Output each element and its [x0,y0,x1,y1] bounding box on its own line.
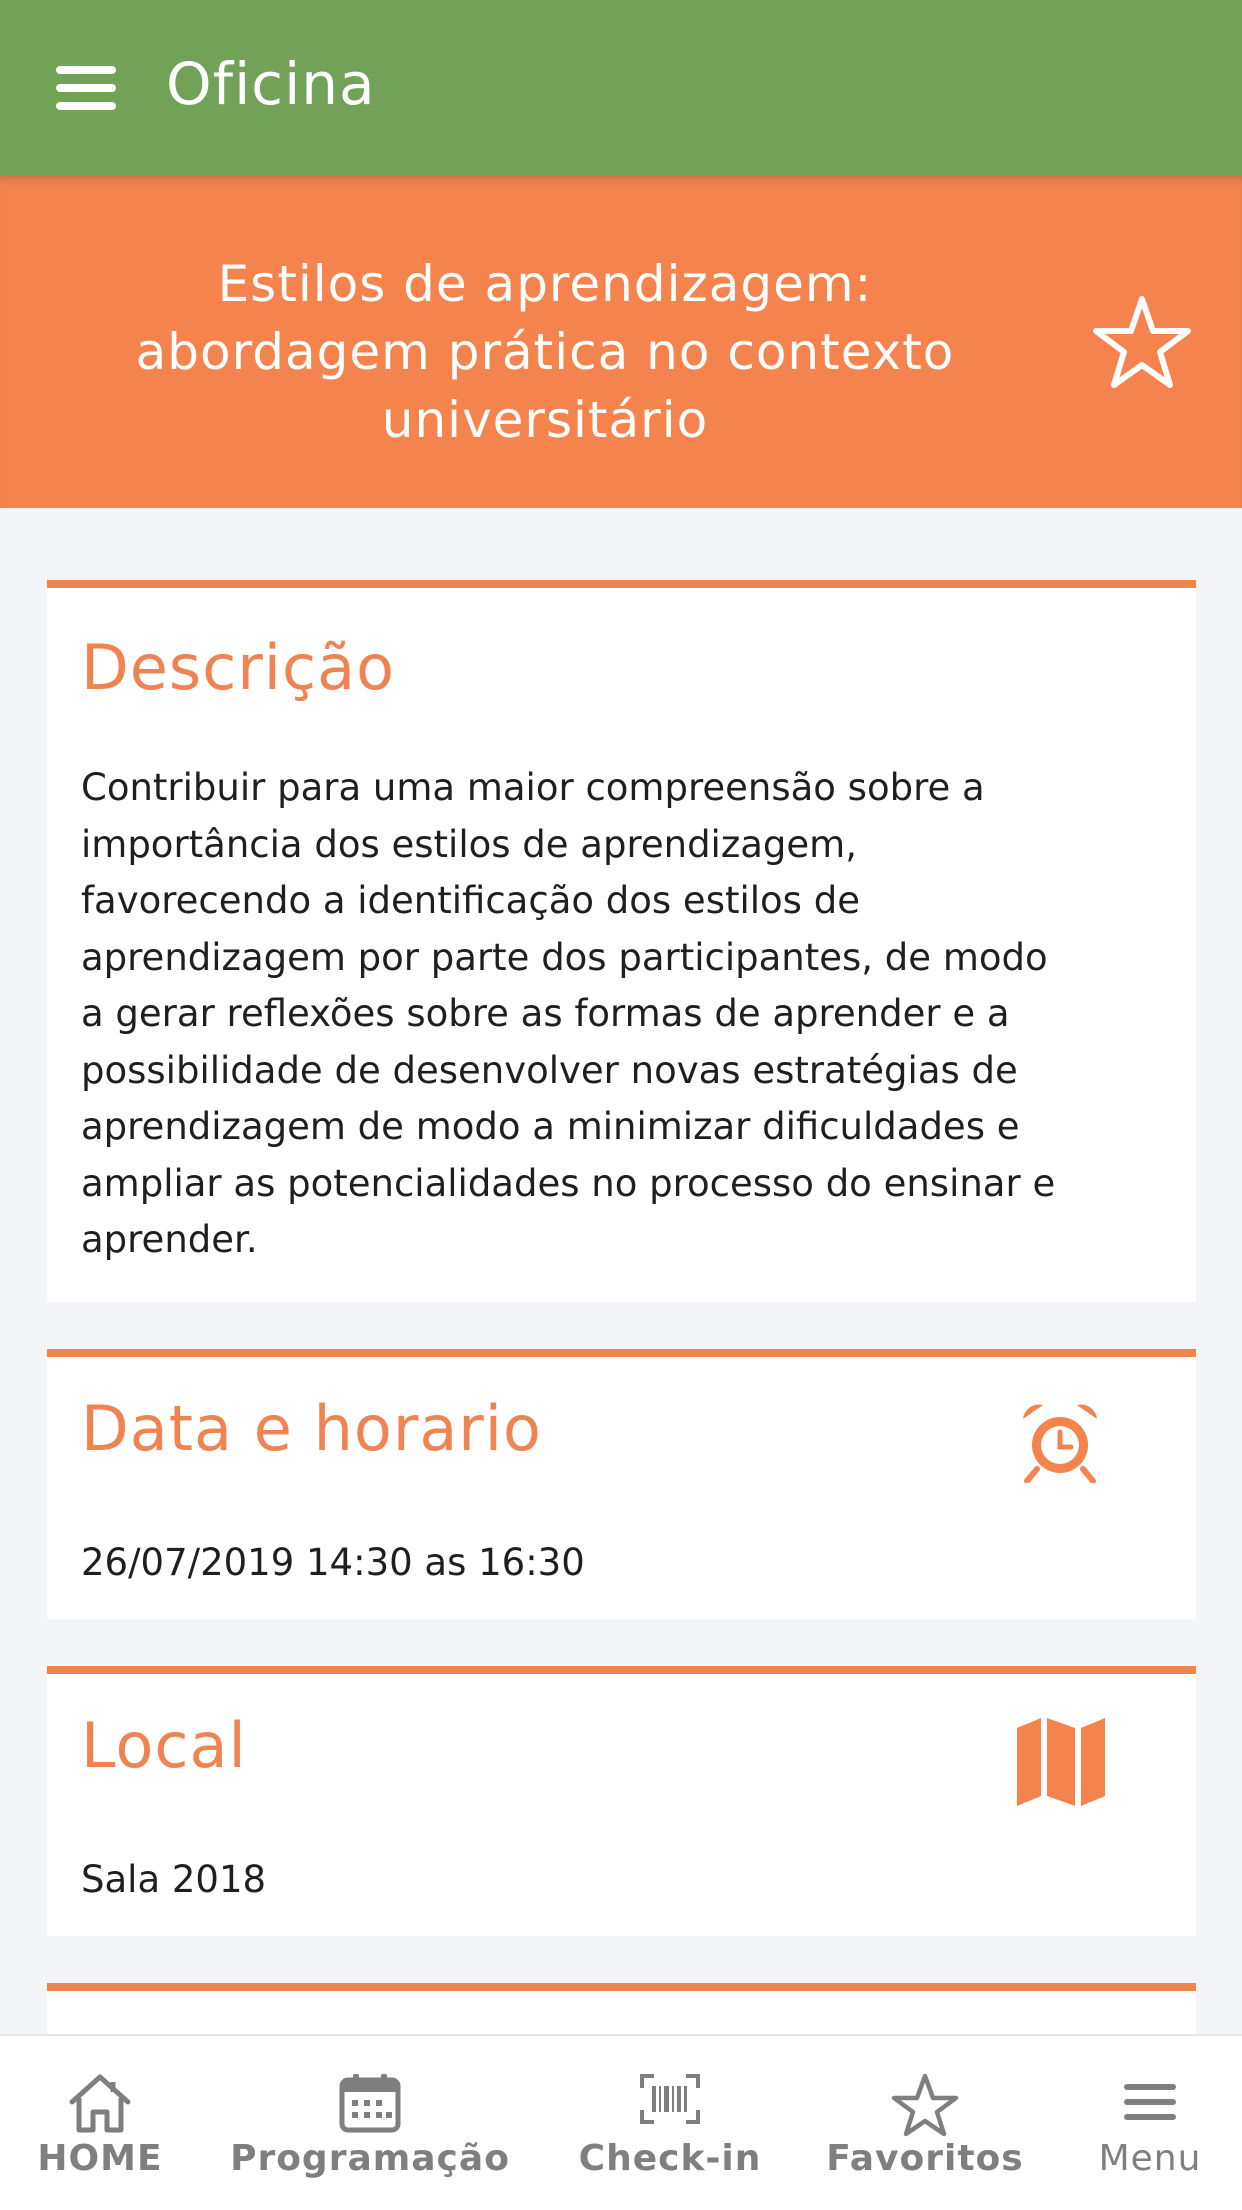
location-card [47,1666,1196,1936]
bottom-navigation [0,2034,1242,2210]
map-icon[interactable] [1015,1716,1107,1810]
calendar-icon [338,2072,402,2134]
description-text [81,760,1055,1269]
nav-checkin-label: Check-in [578,2138,762,2179]
page-title: Oficina [166,50,376,118]
event-title-line: Estilos de aprendizagem: [217,255,873,313]
description-line: ampliar as potencialidades no processo do ensinar e [81,1161,1056,1205]
nav-programacao-label: Programação [230,2138,510,2179]
event-title-line: universitário [381,391,709,449]
schedule-value: 26/07/2019 14:30 as 16:30 [81,1541,585,1584]
location-value: Sala 2018 [81,1858,267,1901]
description-line: importância dos estilos de aprendizagem, [81,822,857,866]
favorite-star-icon[interactable] [1092,294,1192,390]
location-title: Local [81,1709,247,1782]
schedule-title: Data e horario [81,1392,542,1465]
app-bar [0,0,1242,176]
description-card [47,580,1196,1302]
nav-favoritos[interactable] [820,2036,1030,2210]
nav-programacao[interactable] [220,2036,520,2210]
event-header [0,176,1242,508]
description-line: aprendizagem de modo a minimizar dificuldades e [81,1105,1020,1148]
menu-icon[interactable] [56,66,116,110]
nav-checkin[interactable] [560,2036,780,2210]
menu-icon [1122,2080,1178,2126]
description-line: possibilidade de desenvolver novas estratégias de [81,1048,1018,1092]
nav-menu-label: Menu [1098,2138,1202,2179]
event-title [60,250,1030,454]
alarm-clock-icon [1015,1399,1105,1487]
barcode-icon [638,2072,702,2126]
description-line: Contribuir para uma maior compreensão sobre a [81,766,985,809]
schedule-card [47,1349,1196,1619]
home-icon [66,2072,134,2134]
description-title: Descrição [81,631,396,704]
nav-home-label: HOME [37,2138,163,2179]
event-title-line: abordagem prática no contexto [135,323,955,381]
description-line: a gerar reflexões sobre as formas de aprender e a [81,992,1010,1035]
star-icon [890,2072,960,2138]
description-line: aprendizagem por parte dos participantes, de modo [81,935,1048,979]
description-line: favorecendo a identificação dos estilos de [81,879,860,922]
nav-menu[interactable] [1070,2036,1230,2210]
nav-favoritos-label: Favoritos [826,2138,1024,2179]
description-line: aprender. [81,1218,258,1261]
nav-home[interactable] [0,2036,200,2210]
